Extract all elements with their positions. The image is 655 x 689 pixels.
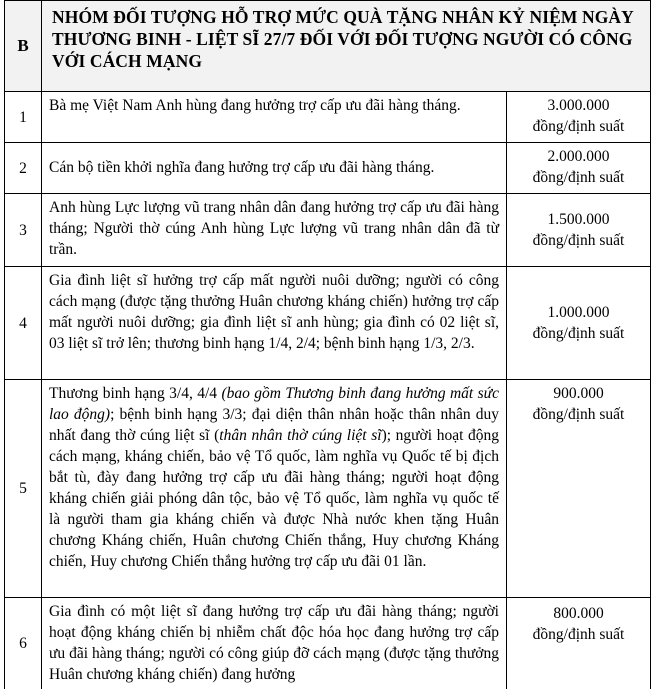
benefit-table <box>4 0 651 689</box>
table-row <box>5 194 651 267</box>
table-row <box>5 380 651 598</box>
row-description: Gia đình có một liệt sĩ đang hưởng trợ cấp ưu đãi hàng tháng; người hoạt động kháng chiến bị nhiễm chất độc hóa học đang hưởng trợ cấp ưu đãi hàng tháng; người có công giúp đỡ cách mạng (được tặng thưởng Huân chương kháng chiến) đang hưởng <box>42 598 507 689</box>
amount-unit: đồng/định suất <box>533 169 625 186</box>
amount-unit: đồng/định suất <box>533 325 625 342</box>
amount-unit: đồng/định suất <box>533 626 625 643</box>
amount-unit: đồng/định suất <box>533 232 625 249</box>
amount-unit: đồng/định suất <box>533 406 625 423</box>
table-header-row <box>5 1 651 92</box>
amount-value: 900.000 <box>553 385 603 402</box>
row-number: 5 <box>5 380 42 598</box>
row-number: 3 <box>5 194 42 267</box>
row-number: 6 <box>5 598 42 689</box>
amount-value: 1.500.000 <box>548 211 610 228</box>
italic-note: (bao gồm Thương binh đang hưởng mất sức lao động) <box>49 385 499 423</box>
amount-value: 800.000 <box>553 605 603 622</box>
table-row <box>5 143 651 194</box>
row-number: 4 <box>5 267 42 380</box>
row-amount <box>507 194 651 267</box>
amount-value: 2.000.000 <box>548 148 610 165</box>
amount-unit: đồng/định suất <box>533 118 625 135</box>
italic-note: thân nhân thờ cúng liệt sĩ <box>219 427 381 444</box>
row-description: Cán bộ tiền khởi nghĩa đang hưởng trợ cấp ưu đãi hàng tháng. <box>42 143 507 194</box>
row-amount <box>507 267 651 380</box>
row-amount <box>507 598 651 689</box>
section-title: NHÓM ĐỐI TƯỢNG HỖ TRỢ MỨC QUÀ TẶNG NHÂN KỶ NIỆM NGÀY THƯƠNG BINH - LIỆT SĨ 27/7 ĐỐI VỚI ĐỐI TƯỢNG NGƯỜI CÓ CÔNG VỚI CÁCH MẠNG <box>42 1 651 92</box>
row-description: Thương binh hạng 3/4, 4/4 (bao gồm Thương binh đang hưởng mất sức lao động); bệnh binh hạng 3/3; đại diện thân nhân hoặc thân nhân duy nhất đang thờ cúng liệt sĩ (thân nhân thờ cúng liệt sĩ); người hoạt động cách mạng, kháng chiến, bảo vệ Tổ quốc, làm nghĩa vụ Quốc tế bị địch bắt tù, đày đang hưởng trợ cấp ưu đãi hàng tháng; người hoạt động kháng chiến giải phóng dân tộc, bảo vệ Tổ quốc, làm nghĩa vụ quốc tế là người tham gia kháng chiến và được Nhà nước khen tặng Huân chương Kháng chiến, Huân chương Chiến thắng, Huy chương Kháng chiến, Huy chương Chiến thắng hưởng trợ cấp ưu đãi 01 lần. <box>42 380 507 598</box>
row-description: Bà mẹ Việt Nam Anh hùng đang hưởng trợ cấp ưu đãi hàng tháng. <box>42 92 507 143</box>
row-amount <box>507 92 651 143</box>
row-number: 2 <box>5 143 42 194</box>
row-number: 1 <box>5 92 42 143</box>
table-row <box>5 598 651 689</box>
row-amount <box>507 143 651 194</box>
table-row <box>5 92 651 143</box>
amount-value: 3.000.000 <box>548 97 610 114</box>
row-description: Anh hùng Lực lượng vũ trang nhân dân đang hưởng trợ cấp ưu đãi hàng tháng; Người thờ cúng Anh hùng Lực lượng vũ trang nhân dân đã từ trần. <box>42 194 507 267</box>
row-description: Gia đình liệt sĩ hưởng trợ cấp mất người nuôi dưỡng; người có công cách mạng (được tặng thưởng Huân chương kháng chiến) hưởng trợ cấp mất người nuôi dưỡng; gia đình liệt sĩ anh hùng; gia đình có 02 liệt sĩ, 03 liệt sĩ trở lên; thương binh hạng 1/4, 2/4; bệnh binh hạng 1/3, 2/3. <box>42 267 507 380</box>
table-row <box>5 267 651 380</box>
amount-value: 1.000.000 <box>548 304 610 321</box>
section-label: B <box>5 1 42 92</box>
row-amount <box>507 380 651 598</box>
